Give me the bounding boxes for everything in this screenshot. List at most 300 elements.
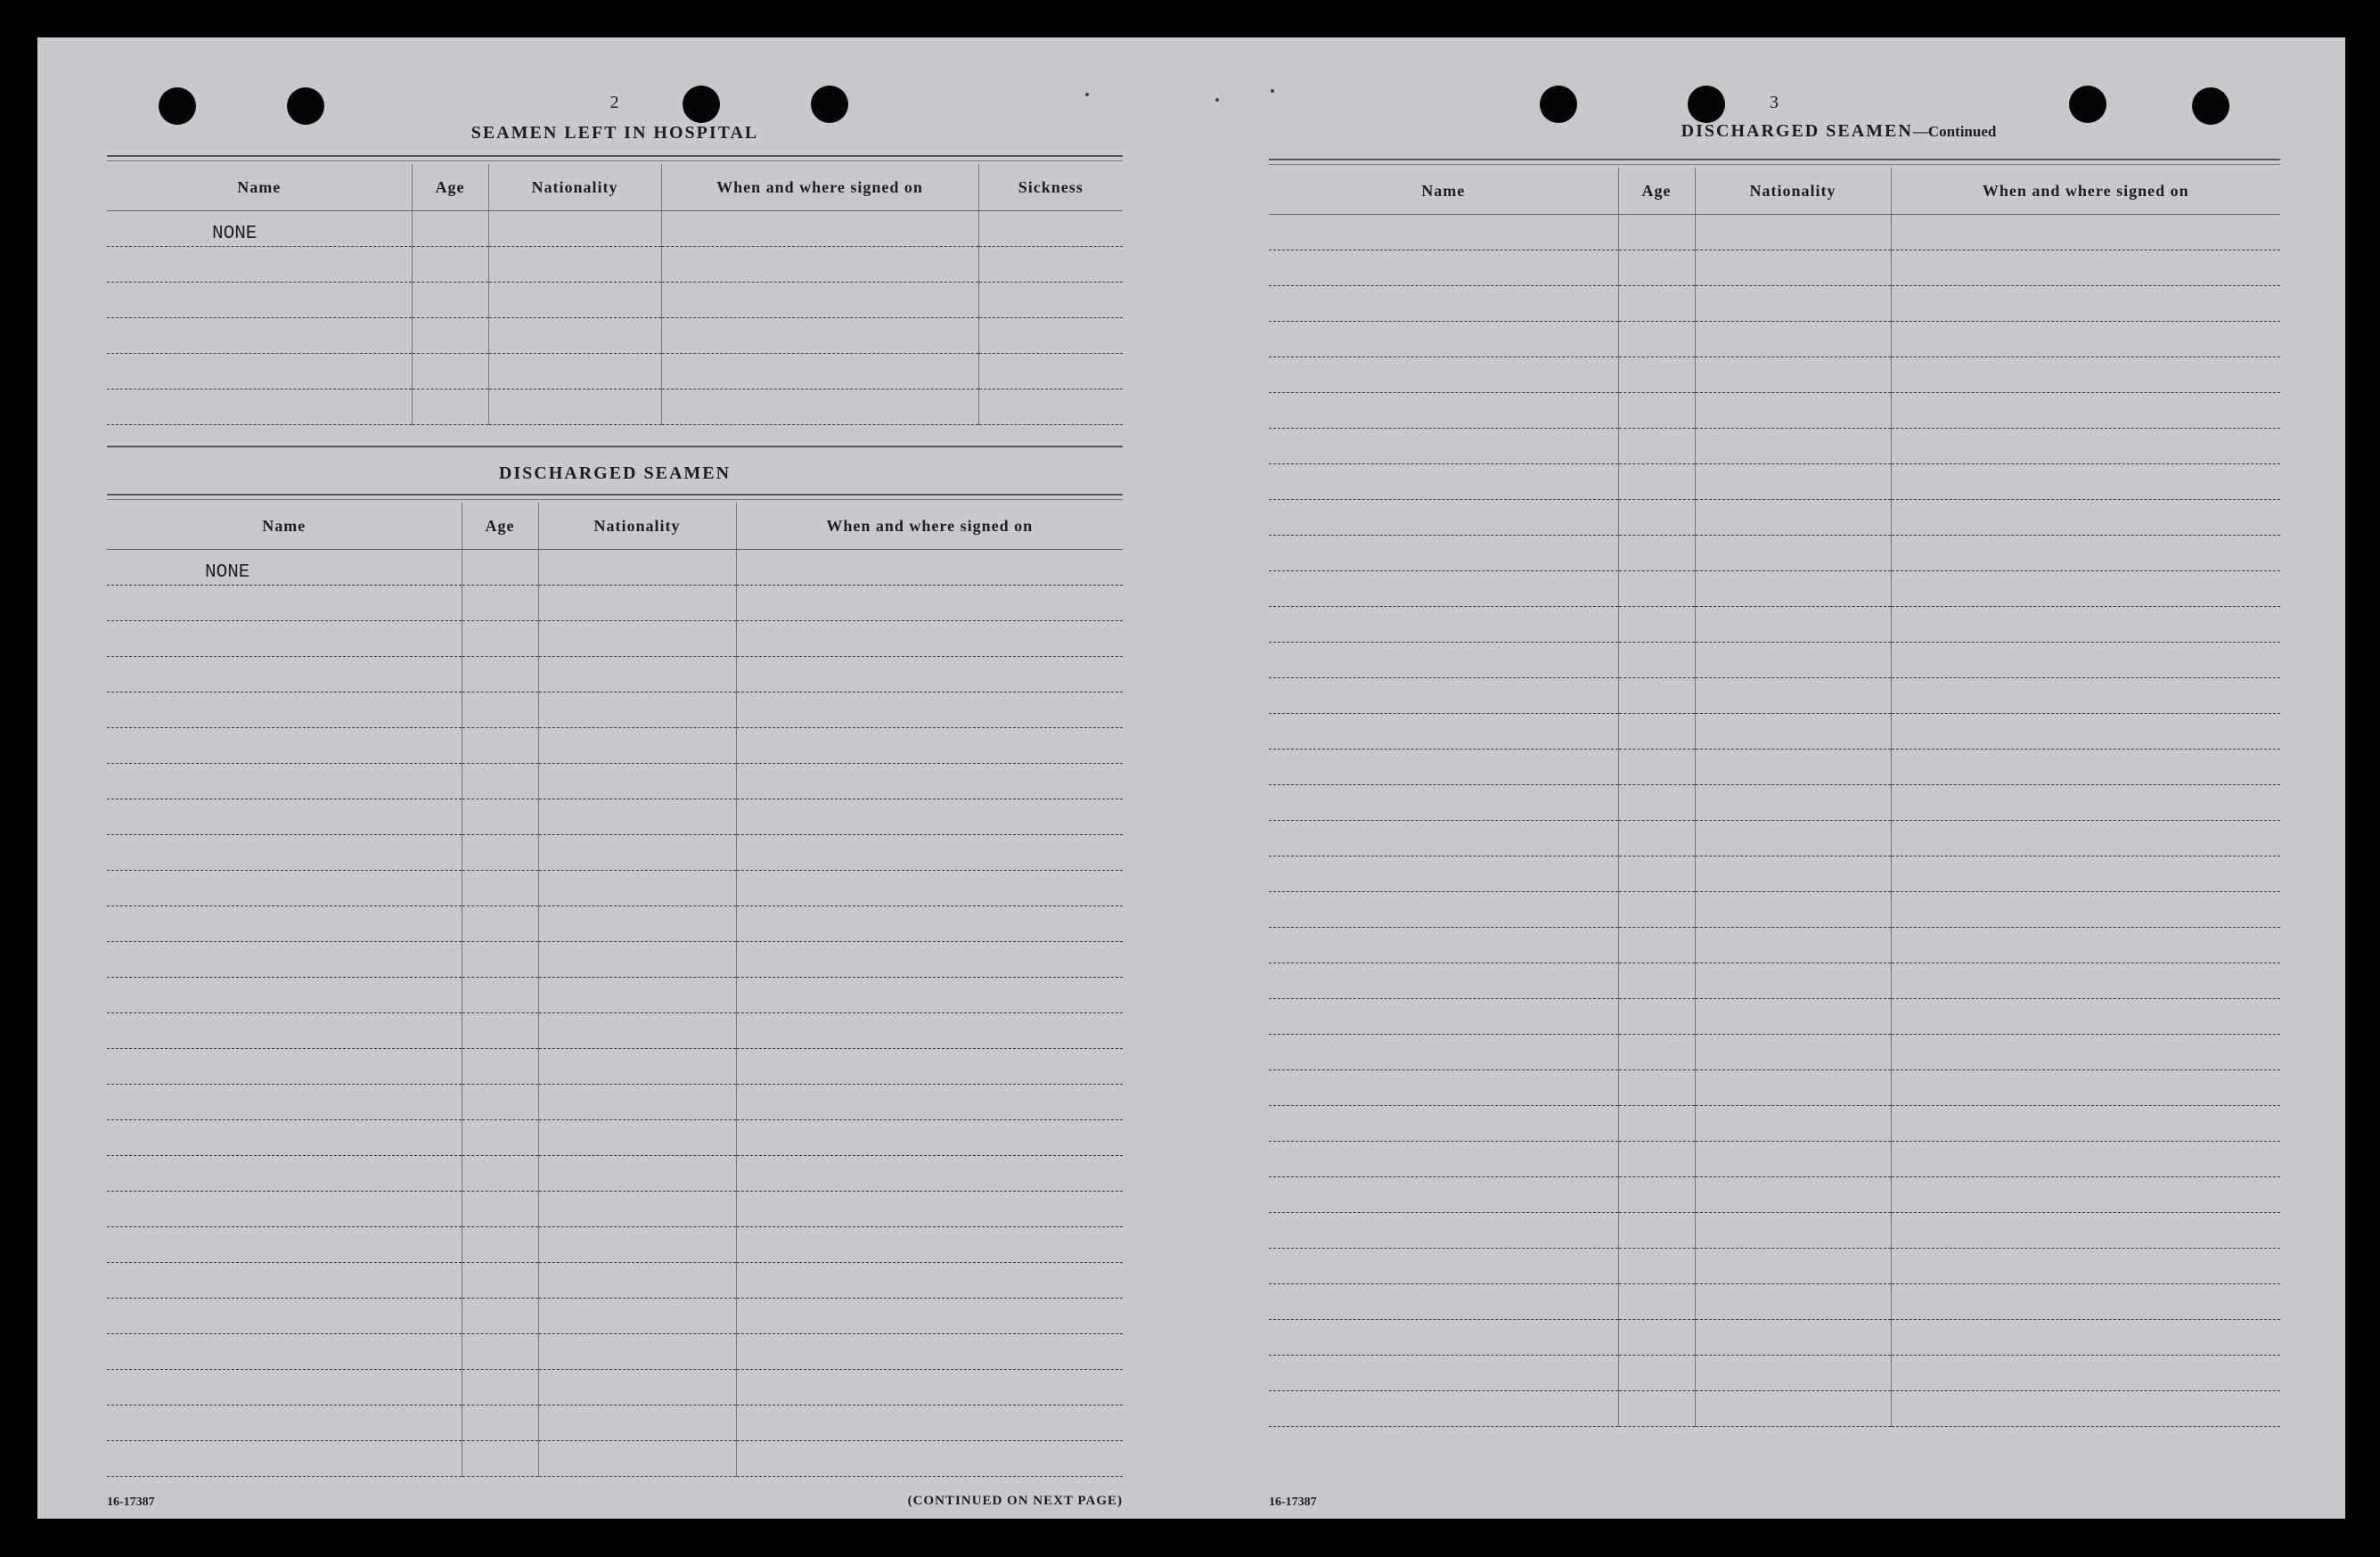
table-row: [1269, 1106, 2280, 1142]
name-cell: [107, 247, 412, 283]
nationality-cell: [1695, 1035, 1891, 1070]
table-row: [1269, 215, 2280, 250]
age-cell: [412, 389, 488, 425]
signed-on-cell: [736, 835, 1123, 871]
nationality-cell: [538, 657, 736, 692]
name-cell: [1269, 999, 1618, 1035]
nationality-cell: [1695, 821, 1891, 856]
table-row: [1269, 1035, 2280, 1070]
nationality-cell: [538, 799, 736, 835]
signed-on-cell: [1891, 1320, 2280, 1356]
name-cell: [107, 764, 462, 799]
name-cell: [107, 1441, 462, 1477]
table-header-row: [107, 503, 1123, 550]
signed-on-cell: [736, 1405, 1123, 1441]
signed-on-cell: [1891, 1142, 2280, 1177]
name-cell: [1269, 892, 1618, 928]
signed-on-cell: [1891, 1391, 2280, 1427]
table-row: [107, 1156, 1123, 1192]
name-cell: [1269, 215, 1618, 250]
name-cell: [107, 692, 462, 728]
nationality-cell: [1695, 429, 1891, 464]
age-cell: [1618, 999, 1695, 1035]
name-cell: [107, 835, 462, 871]
nationality-cell: [538, 1013, 736, 1049]
name-cell: [107, 942, 462, 978]
table-row: [1269, 500, 2280, 536]
signed-on-cell: [736, 906, 1123, 942]
table-row: [1269, 750, 2280, 785]
age-cell: [462, 1120, 538, 1156]
age-cell: [462, 550, 538, 586]
age-cell: [462, 799, 538, 835]
signed-on-cell: [1891, 892, 2280, 928]
signed-on-cell: [1891, 714, 2280, 750]
signed-on-cell: [1891, 856, 2280, 892]
nationality-cell: [538, 1156, 736, 1192]
name-cell: [107, 1263, 462, 1299]
discharged-continued-table: [1269, 168, 2280, 1427]
column-header-signed-on: When and where signed on: [1891, 168, 2280, 215]
signed-on-cell: [1891, 643, 2280, 678]
signed-on-cell: [736, 1227, 1123, 1263]
name-cell: [1269, 1213, 1618, 1249]
column-header-nationality: Nationality: [538, 503, 736, 550]
nationality-cell: [1695, 250, 1891, 286]
signed-on-cell: [1891, 1035, 2280, 1070]
nationality-cell: [538, 1227, 736, 1263]
table-row: [1269, 714, 2280, 750]
table-row: [107, 354, 1123, 389]
name-cell: [1269, 286, 1618, 322]
signed-on-cell: [1891, 999, 2280, 1035]
nationality-cell: [538, 942, 736, 978]
sickness-cell: [978, 389, 1123, 425]
table-row: [1269, 286, 2280, 322]
name-cell: [1269, 393, 1618, 429]
nationality-cell: [488, 211, 661, 247]
hospital-section-title: SEAMEN LEFT IN HOSPITAL: [470, 123, 759, 143]
nationality-cell: [1695, 1320, 1891, 1356]
table-row: [1269, 250, 2280, 286]
signed-on-cell: [1891, 536, 2280, 571]
table-row: [107, 1227, 1123, 1263]
nationality-cell: [488, 247, 661, 283]
nationality-cell: [1695, 215, 1891, 250]
name-cell: [107, 1049, 462, 1085]
signed-on-cell: [736, 1441, 1123, 1477]
signed-on-cell: [1891, 678, 2280, 714]
column-header-age: Age: [462, 503, 538, 550]
section-title-suffix: —Continued: [1912, 123, 1997, 140]
name-cell: [1269, 928, 1618, 963]
column-header-name: Name: [107, 503, 462, 550]
name-cell: [1269, 1284, 1618, 1320]
nationality-cell: [1695, 785, 1891, 821]
name-cell: [1269, 322, 1618, 357]
age-cell: [462, 906, 538, 942]
signed-on-cell: [661, 318, 978, 354]
nationality-cell: [538, 586, 736, 621]
signed-on-cell: [1891, 821, 2280, 856]
nationality-cell: [538, 1120, 736, 1156]
table-row: [1269, 1356, 2280, 1391]
table-row: [1269, 607, 2280, 643]
age-cell: [462, 621, 538, 657]
signed-on-cell: [736, 978, 1123, 1013]
name-cell: [1269, 1070, 1618, 1106]
name-cell: [107, 799, 462, 835]
age-cell: [462, 978, 538, 1013]
nationality-cell: [1695, 856, 1891, 892]
age-cell: [462, 1049, 538, 1085]
column-header-age: Age: [1618, 168, 1695, 215]
discharged-table: [107, 503, 1123, 1477]
table-row: [107, 1299, 1123, 1334]
signed-on-cell: [1891, 1177, 2280, 1213]
nationality-cell: [1695, 643, 1891, 678]
table-row: [107, 621, 1123, 657]
nationality-cell: [538, 906, 736, 942]
name-cell: [1269, 1391, 1618, 1427]
age-cell: [1618, 1356, 1695, 1391]
signed-on-cell: [1891, 429, 2280, 464]
column-header-nationality: Nationality: [488, 164, 661, 211]
column-header-sickness: Sickness: [978, 164, 1123, 211]
divider: [107, 494, 1123, 500]
age-cell: [1618, 536, 1695, 571]
sickness-cell: [978, 211, 1123, 247]
age-cell: [1618, 678, 1695, 714]
table-row: [1269, 678, 2280, 714]
name-cell: [1269, 1249, 1618, 1284]
nationality-cell: [538, 871, 736, 906]
age-cell: [462, 1334, 538, 1370]
signed-on-cell: [736, 1192, 1123, 1227]
signed-on-cell: [736, 728, 1123, 764]
signed-on-cell: [736, 1156, 1123, 1192]
nationality-cell: [488, 389, 661, 425]
name-cell: [1269, 1177, 1618, 1213]
nationality-cell: [488, 318, 661, 354]
table-row: [1269, 1320, 2280, 1356]
table-row: [1269, 322, 2280, 357]
age-cell: [1618, 785, 1695, 821]
table-row: [107, 942, 1123, 978]
table-row: [107, 728, 1123, 764]
nationality-cell: [1695, 357, 1891, 393]
nationality-cell: [538, 550, 736, 586]
table-row: [1269, 1070, 2280, 1106]
nationality-cell: [1695, 607, 1891, 643]
age-cell: [462, 1299, 538, 1334]
age-cell: [462, 692, 538, 728]
signed-on-cell: [1891, 750, 2280, 785]
age-cell: [462, 657, 538, 692]
age-cell: [462, 1156, 538, 1192]
table-row: [107, 1263, 1123, 1299]
name-cell: [1269, 429, 1618, 464]
signed-on-cell: [1891, 250, 2280, 286]
name-cell: [1269, 963, 1618, 999]
nationality-cell: [1695, 963, 1891, 999]
nationality-cell: [1695, 1106, 1891, 1142]
nationality-cell: [538, 1334, 736, 1370]
table-row: [1269, 1142, 2280, 1177]
signed-on-cell: [1891, 1284, 2280, 1320]
sickness-cell: [978, 354, 1123, 389]
form-number: 16-17387: [107, 1496, 155, 1509]
table-row: [1269, 963, 2280, 999]
table-row: [1269, 643, 2280, 678]
left-page: [107, 37, 1123, 1519]
nationality-cell: [1695, 464, 1891, 500]
table-row: [1269, 571, 2280, 607]
name-cell: [1269, 1320, 1618, 1356]
age-cell: [462, 1192, 538, 1227]
name-cell: [107, 1334, 462, 1370]
nationality-cell: [1695, 1391, 1891, 1427]
table-row: [107, 550, 1123, 586]
name-cell: [107, 728, 462, 764]
signed-on-cell: [1891, 1356, 2280, 1391]
nationality-cell: [1695, 500, 1891, 536]
age-cell: [462, 1441, 538, 1477]
age-cell: [1618, 1391, 1695, 1427]
name-cell: [107, 1192, 462, 1227]
table-row: [107, 906, 1123, 942]
nationality-cell: [1695, 571, 1891, 607]
column-header-signed-on: When and where signed on: [736, 503, 1123, 550]
nationality-cell: [1695, 322, 1891, 357]
table-header-row: [1269, 168, 2280, 215]
table-row: [107, 978, 1123, 1013]
age-cell: [462, 728, 538, 764]
age-cell: [1618, 1106, 1695, 1142]
table-row: [107, 871, 1123, 906]
nationality-cell: [538, 1085, 736, 1120]
nationality-cell: [538, 1405, 736, 1441]
nationality-cell: [538, 621, 736, 657]
nationality-cell: [1695, 1177, 1891, 1213]
nationality-cell: [488, 283, 661, 318]
name-cell: NONE: [107, 211, 412, 247]
name-cell: [107, 657, 462, 692]
age-cell: [1618, 250, 1695, 286]
signed-on-cell: [736, 1334, 1123, 1370]
name-cell: [107, 354, 412, 389]
nationality-cell: [538, 1370, 736, 1405]
name-cell: [107, 621, 462, 657]
nationality-cell: [1695, 1356, 1891, 1391]
table-header-row: [107, 164, 1123, 211]
table-row: [1269, 1249, 2280, 1284]
nationality-cell: [1695, 393, 1891, 429]
name-cell: [107, 1405, 462, 1441]
name-cell: [107, 1227, 462, 1263]
signed-on-cell: [736, 621, 1123, 657]
nationality-cell: [1695, 286, 1891, 322]
name-cell: NONE: [107, 550, 462, 586]
signed-on-cell: [1891, 928, 2280, 963]
hospital-table: [107, 164, 1123, 425]
signed-on-cell: [1891, 785, 2280, 821]
name-cell: [1269, 500, 1618, 536]
signed-on-cell: [736, 1085, 1123, 1120]
nationality-cell: [538, 1441, 736, 1477]
age-cell: [462, 835, 538, 871]
nationality-cell: [1695, 750, 1891, 785]
age-cell: [1618, 322, 1695, 357]
name-cell: [107, 1370, 462, 1405]
column-header-nationality: Nationality: [1695, 168, 1891, 215]
signed-on-cell: [1891, 1213, 2280, 1249]
age-cell: [412, 247, 488, 283]
signed-on-cell: [1891, 963, 2280, 999]
signed-on-cell: [1891, 357, 2280, 393]
name-cell: [1269, 643, 1618, 678]
signed-on-cell: [736, 586, 1123, 621]
name-cell: [107, 1085, 462, 1120]
table-row: [1269, 999, 2280, 1035]
table-row: [1269, 1284, 2280, 1320]
table-row: [1269, 785, 2280, 821]
name-cell: [107, 283, 412, 318]
nationality-cell: [1695, 1284, 1891, 1320]
table-row: [107, 657, 1123, 692]
age-cell: [462, 1227, 538, 1263]
nationality-cell: [538, 835, 736, 871]
age-cell: [1618, 1213, 1695, 1249]
signed-on-cell: [736, 1263, 1123, 1299]
table-row: [107, 764, 1123, 799]
age-cell: [412, 354, 488, 389]
signed-on-cell: [661, 283, 978, 318]
table-row: [107, 799, 1123, 835]
column-header-age: Age: [412, 164, 488, 211]
signed-on-cell: [736, 1370, 1123, 1405]
table-row: [1269, 536, 2280, 571]
name-cell: [107, 1156, 462, 1192]
signed-on-cell: [661, 389, 978, 425]
age-cell: [462, 764, 538, 799]
signed-on-cell: [661, 247, 978, 283]
nationality-cell: [488, 354, 661, 389]
form-number: 16-17387: [1269, 1496, 1317, 1509]
nationality-cell: [1695, 892, 1891, 928]
age-cell: [1618, 464, 1695, 500]
nationality-cell: [538, 1299, 736, 1334]
age-cell: [1618, 571, 1695, 607]
name-cell: [107, 586, 462, 621]
signed-on-cell: [736, 799, 1123, 835]
signed-on-cell: [1891, 215, 2280, 250]
nationality-cell: [538, 978, 736, 1013]
age-cell: [1618, 750, 1695, 785]
signed-on-cell: [661, 211, 978, 247]
right-page: [1269, 37, 2280, 1519]
table-row: [107, 283, 1123, 318]
table-row: [107, 1405, 1123, 1441]
age-cell: [1618, 1284, 1695, 1320]
signed-on-cell: [1891, 1106, 2280, 1142]
signed-on-cell: [1891, 607, 2280, 643]
sickness-cell: [978, 247, 1123, 283]
age-cell: [1618, 1070, 1695, 1106]
name-cell: [1269, 250, 1618, 286]
sickness-cell: [978, 283, 1123, 318]
age-cell: [1618, 429, 1695, 464]
signed-on-cell: [736, 1049, 1123, 1085]
signed-on-cell: [736, 1299, 1123, 1334]
nationality-cell: [1695, 1249, 1891, 1284]
age-cell: [462, 1085, 538, 1120]
signed-on-cell: [1891, 500, 2280, 536]
signed-on-cell: [736, 1013, 1123, 1049]
age-cell: [1618, 1142, 1695, 1177]
continued-note: (CONTINUED ON NEXT PAGE): [907, 1494, 1123, 1508]
table-row: [1269, 393, 2280, 429]
page-number: 2: [609, 93, 620, 112]
age-cell: [462, 1370, 538, 1405]
age-cell: [1618, 714, 1695, 750]
table-row: [1269, 1391, 2280, 1427]
age-cell: [1618, 500, 1695, 536]
nationality-cell: [1695, 1213, 1891, 1249]
name-cell: [1269, 714, 1618, 750]
table-row: [107, 318, 1123, 354]
signed-on-cell: [736, 550, 1123, 586]
table-row: [107, 1370, 1123, 1405]
age-cell: [1618, 821, 1695, 856]
age-cell: [1618, 1035, 1695, 1070]
age-cell: [1618, 892, 1695, 928]
table-row: [1269, 821, 2280, 856]
name-cell: [1269, 536, 1618, 571]
discharged-continued-title: [1333, 121, 2344, 142]
table-row: [107, 1049, 1123, 1085]
table-row: [107, 1334, 1123, 1370]
sickness-cell: [978, 318, 1123, 354]
nationality-cell: [538, 1049, 736, 1085]
signed-on-cell: [1891, 393, 2280, 429]
table-row: [1269, 1213, 2280, 1249]
name-cell: [107, 1299, 462, 1334]
signed-on-cell: [1891, 322, 2280, 357]
nationality-cell: [538, 692, 736, 728]
signed-on-cell: [1891, 464, 2280, 500]
age-cell: [1618, 1177, 1695, 1213]
table-row: [107, 1085, 1123, 1120]
signed-on-cell: [661, 354, 978, 389]
column-header-name: Name: [107, 164, 412, 211]
signed-on-cell: [1891, 1249, 2280, 1284]
table-row: [107, 247, 1123, 283]
discharged-section-title: DISCHARGED SEAMEN: [498, 463, 732, 483]
table-row: [107, 389, 1123, 425]
name-cell: [1269, 821, 1618, 856]
name-cell: [1269, 678, 1618, 714]
name-cell: [1269, 1142, 1618, 1177]
table-row: [107, 586, 1123, 621]
name-cell: [107, 1013, 462, 1049]
nationality-cell: [1695, 678, 1891, 714]
table-row: [107, 1120, 1123, 1156]
age-cell: [1618, 963, 1695, 999]
age-cell: [462, 871, 538, 906]
divider: [107, 446, 1123, 447]
table-row: [1269, 892, 2280, 928]
